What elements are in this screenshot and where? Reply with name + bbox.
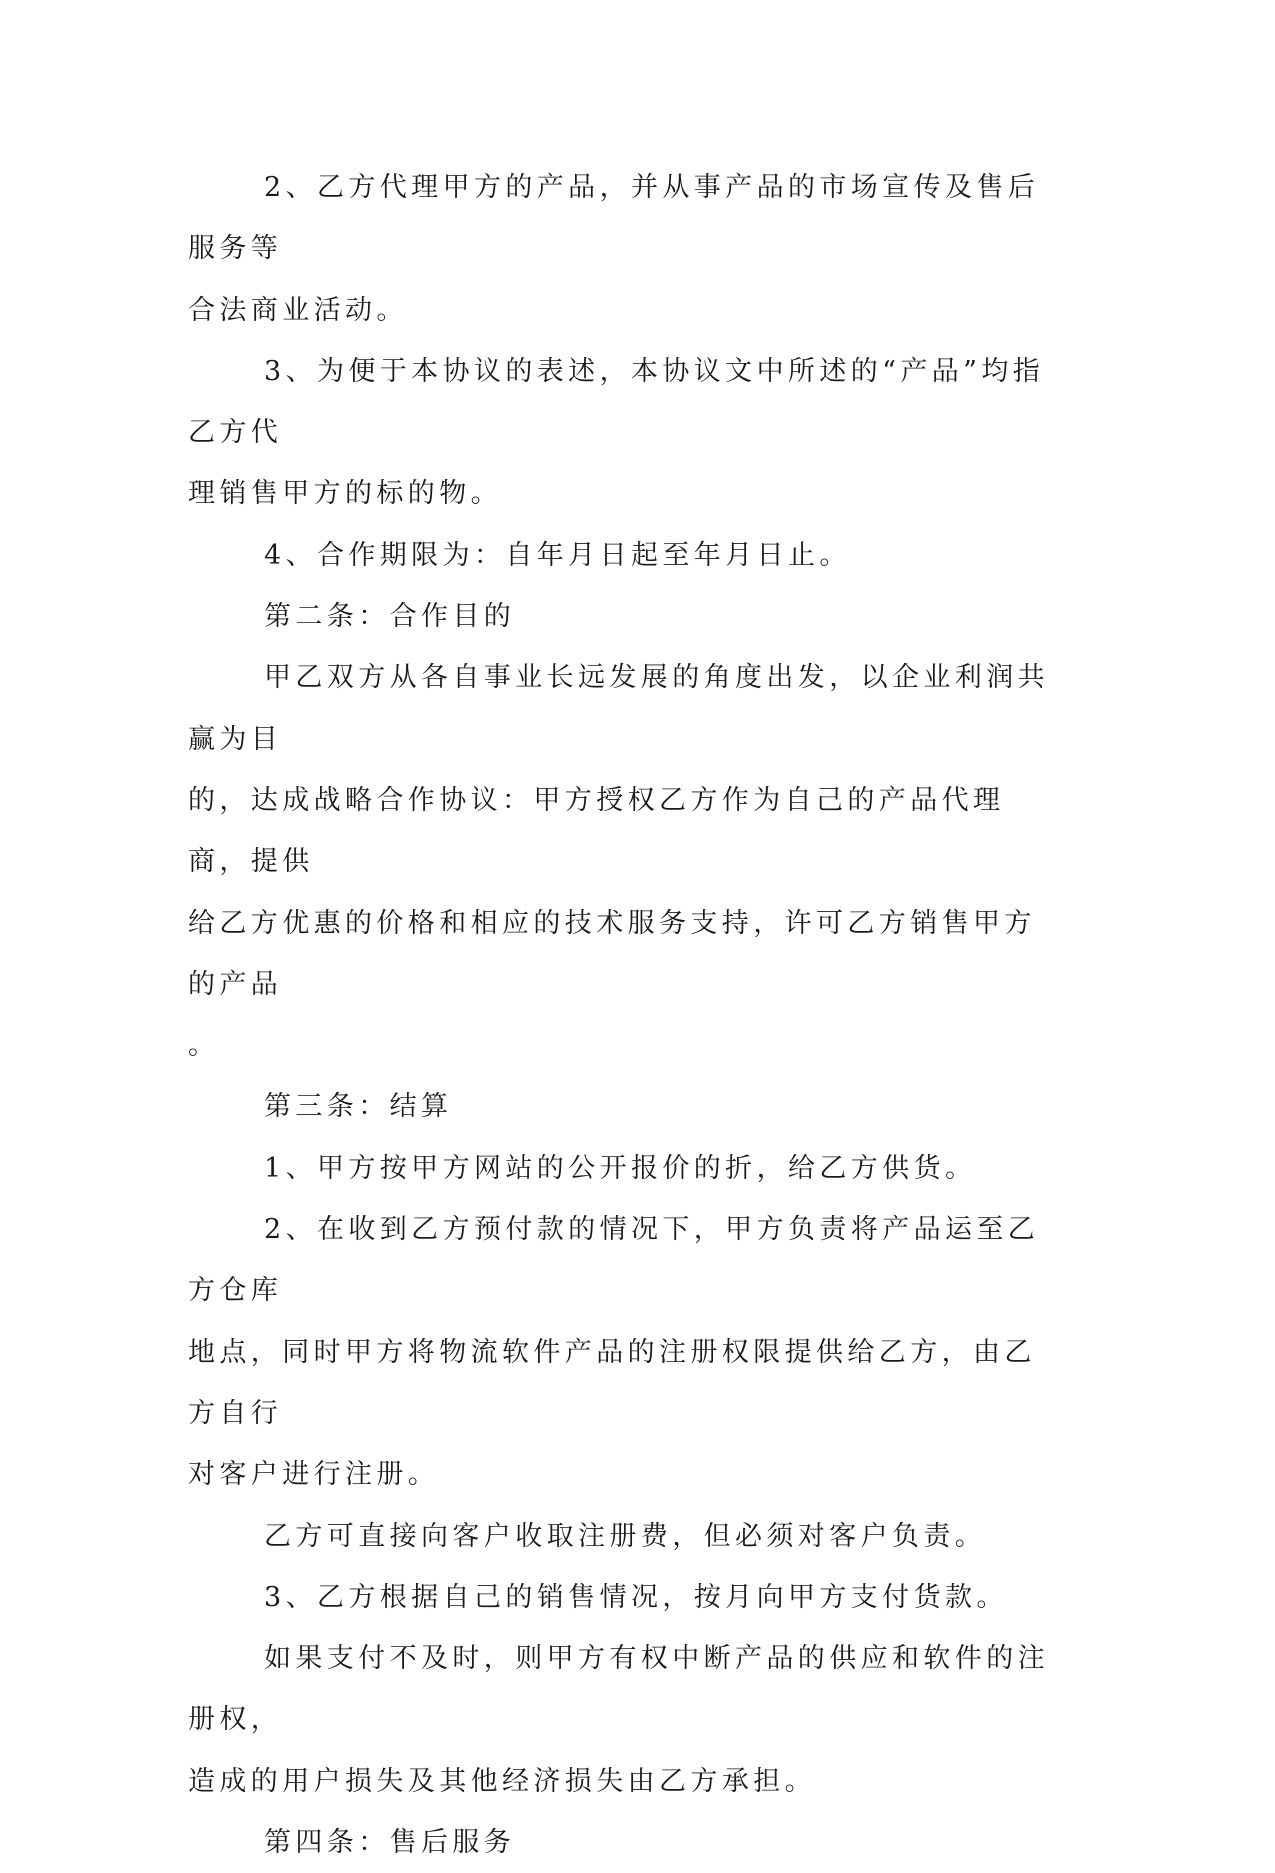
section-heading: 第二条：合作目的 xyxy=(264,601,516,633)
article-3-item-3 xyxy=(188,1567,1058,1628)
text-line: 4、合作期限为：自年月日起至年月日止。 xyxy=(264,539,851,571)
text-line: 乙方可直接向客户收取注册费，但必须对客户负责。 xyxy=(264,1520,987,1552)
article-3-heading xyxy=(188,1076,1058,1137)
clause-1-item-3 xyxy=(188,341,1058,525)
text-line: 1、甲方按甲方网站的公开报价的折，给乙方供货。 xyxy=(264,1152,977,1184)
article-3-late-payment xyxy=(188,1628,1058,1812)
article-4-heading xyxy=(188,1812,1058,1873)
section-heading: 第四条：售后服务 xyxy=(264,1827,516,1859)
clause-1-item-4 xyxy=(188,525,1058,586)
text-line: 。 xyxy=(188,1030,220,1062)
text-line: 如果支付不及时，则甲方有权中断产品的供应和软件的注册权， xyxy=(188,1643,1049,1736)
text-line: 造成的用户损失及其他经济损失由乙方承担。 xyxy=(188,1765,816,1797)
article-3-item-1 xyxy=(188,1138,1058,1199)
text-line: 理销售甲方的标的物。 xyxy=(188,478,502,510)
article-3-registration-fee xyxy=(188,1506,1058,1567)
text-line: 2、乙方代理甲方的产品，并从事产品的市场宣传及售后服务等 xyxy=(188,172,1040,265)
text-line: 3、乙方根据自己的销售情况，按月向甲方支付货款。 xyxy=(264,1581,1008,1613)
text-line: 对客户进行注册。 xyxy=(188,1459,440,1491)
text-line: 合法商业活动。 xyxy=(188,294,408,326)
text-line: 给乙方优惠的价格和相应的技术服务支持，许可乙方销售甲方的产品 xyxy=(188,907,1036,1000)
article-3-item-2 xyxy=(188,1199,1058,1505)
text-line: 地点，同时甲方将物流软件产品的注册权限提供给乙方，由乙方自行 xyxy=(188,1336,1036,1429)
text-line: 的，达成战略合作协议：甲方授权乙方作为自己的产品代理商，提供 xyxy=(188,784,1005,878)
text-line: 3、为便于本协议的表述，本协议文中所述的“产品”均指乙方代 xyxy=(188,355,1045,449)
section-heading: 第三条：结算 xyxy=(264,1091,453,1123)
article-2-body xyxy=(188,647,1058,1076)
text-line: 2、在收到乙方预付款的情况下，甲方负责将产品运至乙方仓库 xyxy=(188,1214,1040,1307)
text-line: 甲乙双方从各自事业长远发展的角度出发，以企业利润共赢为目 xyxy=(188,662,1049,755)
article-2-heading xyxy=(188,586,1058,647)
clause-1-item-2 xyxy=(188,157,1058,341)
document-body xyxy=(188,157,1058,1873)
